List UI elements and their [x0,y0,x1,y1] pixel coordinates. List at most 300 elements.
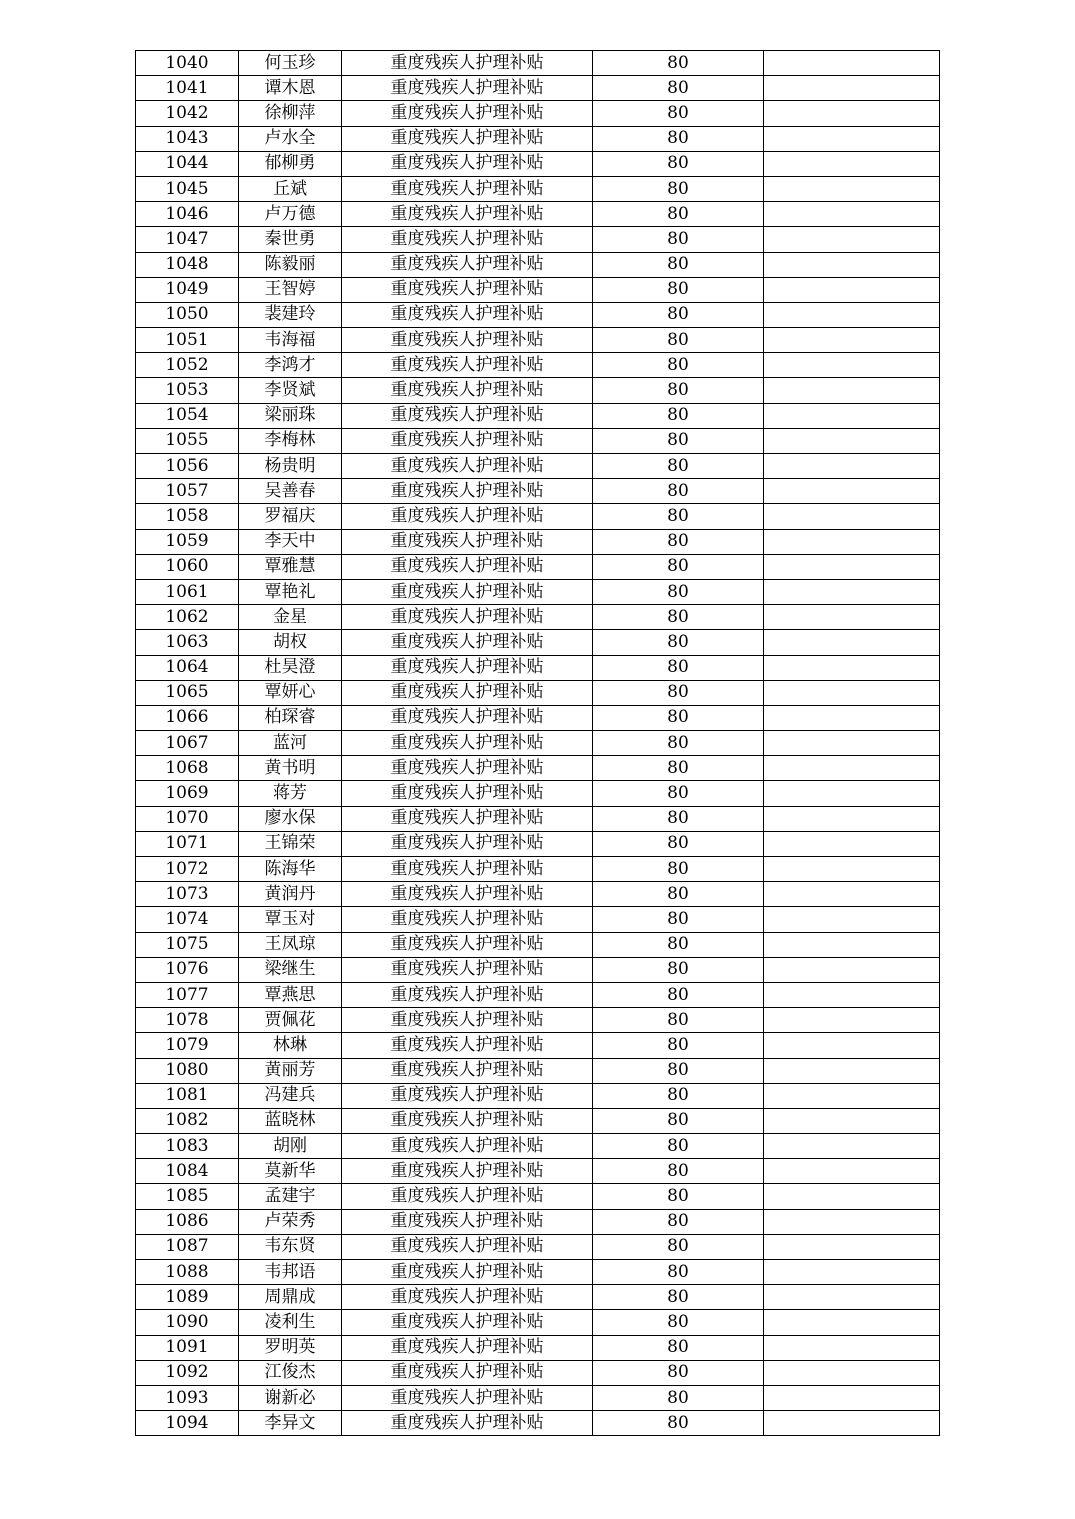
amount-cell: 80 [593,428,764,453]
amount-cell: 80 [593,1385,764,1410]
amount-cell: 80 [593,1083,764,1108]
serial-number-cell: 1047 [136,227,239,252]
subsidy-item-cell: 重度残疾人护理补贴 [342,630,593,655]
serial-number-cell: 1082 [136,1108,239,1133]
remark-cell [764,605,940,630]
subsidy-item-cell: 重度残疾人护理补贴 [342,806,593,831]
subsidy-item-cell: 重度残疾人护理补贴 [342,831,593,856]
name-cell: 丘斌 [239,176,342,201]
remark-cell [764,1108,940,1133]
serial-number-cell: 1091 [136,1335,239,1360]
amount-cell: 80 [593,1159,764,1184]
remark-cell [764,857,940,882]
subsidy-item-cell: 重度残疾人护理补贴 [342,756,593,781]
amount-cell: 80 [593,882,764,907]
name-cell: 杜昊澄 [239,655,342,680]
amount-cell: 80 [593,328,764,353]
name-cell: 蒋芳 [239,781,342,806]
amount-cell: 80 [593,126,764,151]
remark-cell [764,1260,940,1285]
remark-cell [764,756,940,781]
amount-cell: 80 [593,1360,764,1385]
name-cell: 李异文 [239,1411,342,1436]
subsidy-item-cell: 重度残疾人护理补贴 [342,705,593,730]
amount-cell: 80 [593,756,764,781]
table-row [136,630,940,655]
serial-number-cell: 1084 [136,1159,239,1184]
remark-cell [764,176,940,201]
remark-cell [764,202,940,227]
serial-number-cell: 1052 [136,353,239,378]
remark-cell [764,302,940,327]
amount-cell: 80 [593,378,764,403]
serial-number-cell: 1053 [136,378,239,403]
serial-number-cell: 1087 [136,1234,239,1259]
serial-number-cell: 1066 [136,705,239,730]
remark-cell [764,428,940,453]
name-cell: 覃妍心 [239,680,342,705]
name-cell: 韦海福 [239,328,342,353]
name-cell: 江俊杰 [239,1360,342,1385]
table-row [136,932,940,957]
amount-cell: 80 [593,1260,764,1285]
table-row [136,51,940,76]
amount-cell: 80 [593,1134,764,1159]
serial-number-cell: 1079 [136,1033,239,1058]
serial-number-cell: 1085 [136,1184,239,1209]
amount-cell: 80 [593,630,764,655]
table-row [136,982,940,1007]
remark-cell [764,252,940,277]
remark-cell [764,1285,940,1310]
serial-number-cell: 1065 [136,680,239,705]
name-cell: 卢万德 [239,202,342,227]
table-row [136,1234,940,1259]
name-cell: 王凤琼 [239,932,342,957]
amount-cell: 80 [593,831,764,856]
remark-cell [764,579,940,604]
remark-cell [764,1360,940,1385]
table-row [136,857,940,882]
amount-cell: 80 [593,1234,764,1259]
name-cell: 周鼎成 [239,1285,342,1310]
serial-number-cell: 1072 [136,857,239,882]
amount-cell: 80 [593,252,764,277]
amount-cell: 80 [593,1310,764,1335]
name-cell: 覃雅慧 [239,554,342,579]
serial-number-cell: 1055 [136,428,239,453]
table-row [136,277,940,302]
name-cell: 秦世勇 [239,227,342,252]
name-cell: 何玉珍 [239,51,342,76]
remark-cell [764,831,940,856]
subsidy-item-cell: 重度残疾人护理补贴 [342,202,593,227]
table-row [136,202,940,227]
remark-cell [764,76,940,101]
subsidy-item-cell: 重度残疾人护理补贴 [342,428,593,453]
remark-cell [764,1411,940,1436]
remark-cell [764,1083,940,1108]
table-row [136,1134,940,1159]
table-row [136,76,940,101]
remark-cell [764,51,940,76]
subsidy-item-cell: 重度残疾人护理补贴 [342,454,593,479]
remark-cell [764,1385,940,1410]
name-cell: 李鸿才 [239,353,342,378]
table-row [136,1184,940,1209]
serial-number-cell: 1057 [136,479,239,504]
name-cell: 杨贵明 [239,454,342,479]
serial-number-cell: 1068 [136,756,239,781]
subsidy-item-cell: 重度残疾人护理补贴 [342,957,593,982]
serial-number-cell: 1049 [136,277,239,302]
table-row [136,302,940,327]
remark-cell [764,731,940,756]
table-row [136,1083,940,1108]
table-row [136,1385,940,1410]
amount-cell: 80 [593,1033,764,1058]
amount-cell: 80 [593,731,764,756]
subsidy-item-cell: 重度残疾人护理补贴 [342,1159,593,1184]
subsidy-item-cell: 重度残疾人护理补贴 [342,857,593,882]
name-cell: 孟建宇 [239,1184,342,1209]
serial-number-cell: 1092 [136,1360,239,1385]
table-row [136,1260,940,1285]
subsidy-item-cell: 重度残疾人护理补贴 [342,1411,593,1436]
amount-cell: 80 [593,403,764,428]
amount-cell: 80 [593,705,764,730]
name-cell: 罗明英 [239,1335,342,1360]
subsidy-item-cell: 重度残疾人护理补贴 [342,1108,593,1133]
serial-number-cell: 1094 [136,1411,239,1436]
amount-cell: 80 [593,101,764,126]
subsidy-item-cell: 重度残疾人护理补贴 [342,1360,593,1385]
serial-number-cell: 1046 [136,202,239,227]
name-cell: 林琳 [239,1033,342,1058]
remark-cell [764,705,940,730]
serial-number-cell: 1080 [136,1058,239,1083]
table-row [136,1033,940,1058]
serial-number-cell: 1074 [136,907,239,932]
remark-cell [764,1008,940,1033]
serial-number-cell: 1069 [136,781,239,806]
serial-number-cell: 1059 [136,529,239,554]
table-row [136,1411,940,1436]
table-row [136,957,940,982]
name-cell: 梁继生 [239,957,342,982]
amount-cell: 80 [593,1058,764,1083]
remark-cell [764,1134,940,1159]
subsidy-item-cell: 重度残疾人护理补贴 [342,277,593,302]
subsidy-item-cell: 重度残疾人护理补贴 [342,126,593,151]
amount-cell: 80 [593,76,764,101]
subsidy-item-cell: 重度残疾人护理补贴 [342,227,593,252]
amount-cell: 80 [593,1335,764,1360]
amount-cell: 80 [593,176,764,201]
remark-cell [764,1234,940,1259]
amount-cell: 80 [593,454,764,479]
remark-cell [764,328,940,353]
name-cell: 谢新必 [239,1385,342,1410]
amount-cell: 80 [593,932,764,957]
amount-cell: 80 [593,1209,764,1234]
remark-cell [764,554,940,579]
table-row [136,151,940,176]
remark-cell [764,378,940,403]
amount-cell: 80 [593,781,764,806]
name-cell: 陈毅丽 [239,252,342,277]
name-cell: 郁柳勇 [239,151,342,176]
name-cell: 王锦荣 [239,831,342,856]
subsidy-item-cell: 重度残疾人护理补贴 [342,907,593,932]
amount-cell: 80 [593,982,764,1007]
name-cell: 李贤斌 [239,378,342,403]
subsidy-item-cell: 重度残疾人护理补贴 [342,51,593,76]
subsidy-item-cell: 重度残疾人护理补贴 [342,378,593,403]
remark-cell [764,151,940,176]
remark-cell [764,882,940,907]
amount-cell: 80 [593,605,764,630]
table-row [136,378,940,403]
subsidy-item-cell: 重度残疾人护理补贴 [342,151,593,176]
table-row [136,479,940,504]
amount-cell: 80 [593,1108,764,1133]
remark-cell [764,1159,940,1184]
table-row [136,554,940,579]
table-row [136,831,940,856]
subsidy-item-cell: 重度残疾人护理补贴 [342,252,593,277]
remark-cell [764,655,940,680]
amount-cell: 80 [593,202,764,227]
subsidy-item-cell: 重度残疾人护理补贴 [342,176,593,201]
serial-number-cell: 1090 [136,1310,239,1335]
name-cell: 徐柳萍 [239,101,342,126]
name-cell: 黄丽芳 [239,1058,342,1083]
subsidy-item-cell: 重度残疾人护理补贴 [342,1134,593,1159]
subsidy-item-cell: 重度残疾人护理补贴 [342,403,593,428]
amount-cell: 80 [593,151,764,176]
serial-number-cell: 1086 [136,1209,239,1234]
name-cell: 韦东贤 [239,1234,342,1259]
remark-cell [764,1184,940,1209]
table-row [136,101,940,126]
amount-cell: 80 [593,529,764,554]
amount-cell: 80 [593,857,764,882]
remark-cell [764,126,940,151]
table-row [136,1360,940,1385]
name-cell: 柏琛睿 [239,705,342,730]
table-row [136,579,940,604]
amount-cell: 80 [593,302,764,327]
subsidy-item-cell: 重度残疾人护理补贴 [342,328,593,353]
subsidy-item-cell: 重度残疾人护理补贴 [342,302,593,327]
serial-number-cell: 1058 [136,504,239,529]
table-row [136,756,940,781]
amount-cell: 80 [593,227,764,252]
name-cell: 李天中 [239,529,342,554]
remark-cell [764,806,940,831]
subsidy-item-cell: 重度残疾人护理补贴 [342,1058,593,1083]
name-cell: 贾佩花 [239,1008,342,1033]
name-cell: 谭木恩 [239,76,342,101]
name-cell: 覃玉对 [239,907,342,932]
name-cell: 裴建玲 [239,302,342,327]
table-row [136,1335,940,1360]
remark-cell [764,1058,940,1083]
amount-cell: 80 [593,680,764,705]
remark-cell [764,454,940,479]
serial-number-cell: 1067 [136,731,239,756]
subsidy-item-cell: 重度残疾人护理补贴 [342,1234,593,1259]
table-row [136,252,940,277]
serial-number-cell: 1060 [136,554,239,579]
subsidy-item-cell: 重度残疾人护理补贴 [342,1285,593,1310]
name-cell: 莫新华 [239,1159,342,1184]
serial-number-cell: 1081 [136,1083,239,1108]
subsidy-item-cell: 重度残疾人护理补贴 [342,101,593,126]
amount-cell: 80 [593,1008,764,1033]
serial-number-cell: 1041 [136,76,239,101]
name-cell: 黄润丹 [239,882,342,907]
table-row [136,907,940,932]
serial-number-cell: 1076 [136,957,239,982]
table-row [136,126,940,151]
serial-number-cell: 1044 [136,151,239,176]
subsidy-item-cell: 重度残疾人护理补贴 [342,731,593,756]
name-cell: 覃燕思 [239,982,342,1007]
table-row [136,705,940,730]
name-cell: 冯建兵 [239,1083,342,1108]
name-cell: 卢水全 [239,126,342,151]
remark-cell [764,907,940,932]
remark-cell [764,781,940,806]
table-row [136,1159,940,1184]
table-body [136,51,940,1436]
remark-cell [764,680,940,705]
table-row [136,806,940,831]
amount-cell: 80 [593,1184,764,1209]
remark-cell [764,353,940,378]
remark-cell [764,479,940,504]
name-cell: 吴善春 [239,479,342,504]
subsidy-item-cell: 重度残疾人护理补贴 [342,1385,593,1410]
amount-cell: 80 [593,51,764,76]
remark-cell [764,1335,940,1360]
table-row [136,403,940,428]
subsidy-item-cell: 重度残疾人护理补贴 [342,1310,593,1335]
serial-number-cell: 1093 [136,1385,239,1410]
remark-cell [764,932,940,957]
amount-cell: 80 [593,353,764,378]
subsidy-item-cell: 重度残疾人护理补贴 [342,932,593,957]
name-cell: 卢荣秀 [239,1209,342,1234]
subsidy-item-cell: 重度残疾人护理补贴 [342,479,593,504]
serial-number-cell: 1078 [136,1008,239,1033]
table-row [136,1008,940,1033]
name-cell: 梁丽珠 [239,403,342,428]
subsidy-item-cell: 重度残疾人护理补贴 [342,579,593,604]
remark-cell [764,504,940,529]
table-row [136,529,940,554]
table-row [136,227,940,252]
amount-cell: 80 [593,957,764,982]
serial-number-cell: 1061 [136,579,239,604]
amount-cell: 80 [593,806,764,831]
amount-cell: 80 [593,907,764,932]
table-row [136,454,940,479]
table-row [136,605,940,630]
remark-cell [764,630,940,655]
subsidy-item-cell: 重度残疾人护理补贴 [342,781,593,806]
serial-number-cell: 1070 [136,806,239,831]
subsidy-item-cell: 重度残疾人护理补贴 [342,353,593,378]
subsidy-item-cell: 重度残疾人护理补贴 [342,882,593,907]
serial-number-cell: 1064 [136,655,239,680]
serial-number-cell: 1042 [136,101,239,126]
serial-number-cell: 1075 [136,932,239,957]
amount-cell: 80 [593,579,764,604]
remark-cell [764,227,940,252]
serial-number-cell: 1054 [136,403,239,428]
table-row [136,1209,940,1234]
name-cell: 金星 [239,605,342,630]
name-cell: 廖水保 [239,806,342,831]
name-cell: 蓝河 [239,731,342,756]
serial-number-cell: 1083 [136,1134,239,1159]
amount-cell: 80 [593,1285,764,1310]
subsidy-item-cell: 重度残疾人护理补贴 [342,554,593,579]
serial-number-cell: 1051 [136,328,239,353]
remark-cell [764,529,940,554]
name-cell: 陈海华 [239,857,342,882]
name-cell: 覃艳礼 [239,579,342,604]
remark-cell [764,982,940,1007]
remark-cell [764,277,940,302]
serial-number-cell: 1071 [136,831,239,856]
table-row [136,353,940,378]
table-row [136,781,940,806]
name-cell: 凌利生 [239,1310,342,1335]
table-row [136,882,940,907]
subsidy-item-cell: 重度残疾人护理补贴 [342,504,593,529]
serial-number-cell: 1050 [136,302,239,327]
name-cell: 胡权 [239,630,342,655]
subsidy-item-cell: 重度残疾人护理补贴 [342,982,593,1007]
table-row [136,1310,940,1335]
amount-cell: 80 [593,277,764,302]
subsidy-item-cell: 重度残疾人护理补贴 [342,1260,593,1285]
serial-number-cell: 1073 [136,882,239,907]
table-row [136,328,940,353]
serial-number-cell: 1062 [136,605,239,630]
table-row [136,731,940,756]
subsidy-item-cell: 重度残疾人护理补贴 [342,680,593,705]
serial-number-cell: 1040 [136,51,239,76]
subsidy-item-cell: 重度残疾人护理补贴 [342,655,593,680]
table-row [136,1058,940,1083]
amount-cell: 80 [593,554,764,579]
subsidy-item-cell: 重度残疾人护理补贴 [342,1083,593,1108]
remark-cell [764,101,940,126]
serial-number-cell: 1077 [136,982,239,1007]
remark-cell [764,1033,940,1058]
table-row [136,680,940,705]
table-row [136,1285,940,1310]
serial-number-cell: 1045 [136,176,239,201]
subsidy-item-cell: 重度残疾人护理补贴 [342,76,593,101]
name-cell: 王智婷 [239,277,342,302]
name-cell: 罗福庆 [239,504,342,529]
